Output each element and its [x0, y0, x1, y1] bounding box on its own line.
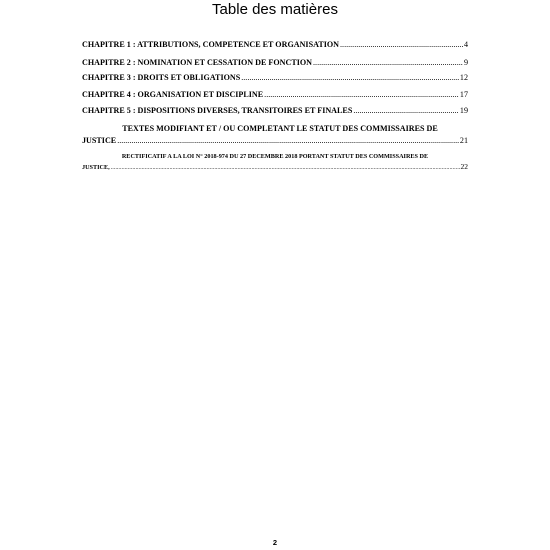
toc-entry-label: CHAPITRE 4 : ORGANISATION ET DISCIPLINE [82, 90, 264, 99]
dot-leader [313, 58, 463, 68]
toc-entry-rectificatif[interactable] [82, 152, 468, 172]
toc-entry-page: 19 [459, 106, 468, 115]
dot-leader [353, 106, 459, 116]
toc-entry-page: 4 [463, 40, 468, 49]
toc-title: Table des matières [212, 1, 338, 18]
page-number: 2 [272, 538, 278, 547]
dot-leader [264, 90, 459, 100]
toc-entry-label: CHAPITRE 1 : ATTRIBUTIONS, COMPETENCE ET ORGANISATION [82, 40, 340, 49]
dot-leader [340, 40, 463, 50]
toc-entry-chapter-5[interactable] [82, 106, 468, 116]
toc-entry-textes-modifiant[interactable] [82, 124, 468, 146]
toc-entry-label-line1: TEXTES MODIFIANT ET / OU COMPLETANT LE STATUT DES COMMISSAIRES DE [122, 124, 438, 133]
toc-entry-label-line2: JUSTICE [82, 136, 117, 145]
toc-entry-page: 21 [459, 136, 468, 145]
toc-entry-page: 22 [460, 162, 468, 171]
dot-leader [241, 73, 459, 83]
toc-entry-chapter-3[interactable] [82, 73, 468, 83]
toc-entry-page: 9 [463, 58, 468, 67]
toc-entry-chapter-2[interactable] [82, 58, 468, 68]
toc-entry-page: 12 [459, 73, 468, 82]
dot-leader [117, 136, 459, 146]
toc-entry-label: CHAPITRE 5 : DISPOSITIONS DIVERSES, TRANSITOIRES ET FINALES [82, 106, 353, 115]
toc-entry-label: CHAPITRE 3 : DROITS ET OBLIGATIONS [82, 73, 241, 82]
toc-entry-chapter-4[interactable] [82, 90, 468, 100]
toc-entry-label: CHAPITRE 2 : NOMINATION ET CESSATION DE FONCTION [82, 58, 313, 67]
toc-entry-page: 17 [459, 90, 468, 99]
toc-entry-chapter-1[interactable] [82, 40, 468, 50]
dot-leader [111, 163, 460, 172]
toc-entry-label-line1: RECTIFICATIF A LA LOI N° 2018-974 DU 27 DECEMBRE 2018 PORTANT STATUT DES COMMISSAIRES DE [121, 153, 429, 160]
toc-entry-label-line2: JUSTICE, [82, 164, 110, 171]
